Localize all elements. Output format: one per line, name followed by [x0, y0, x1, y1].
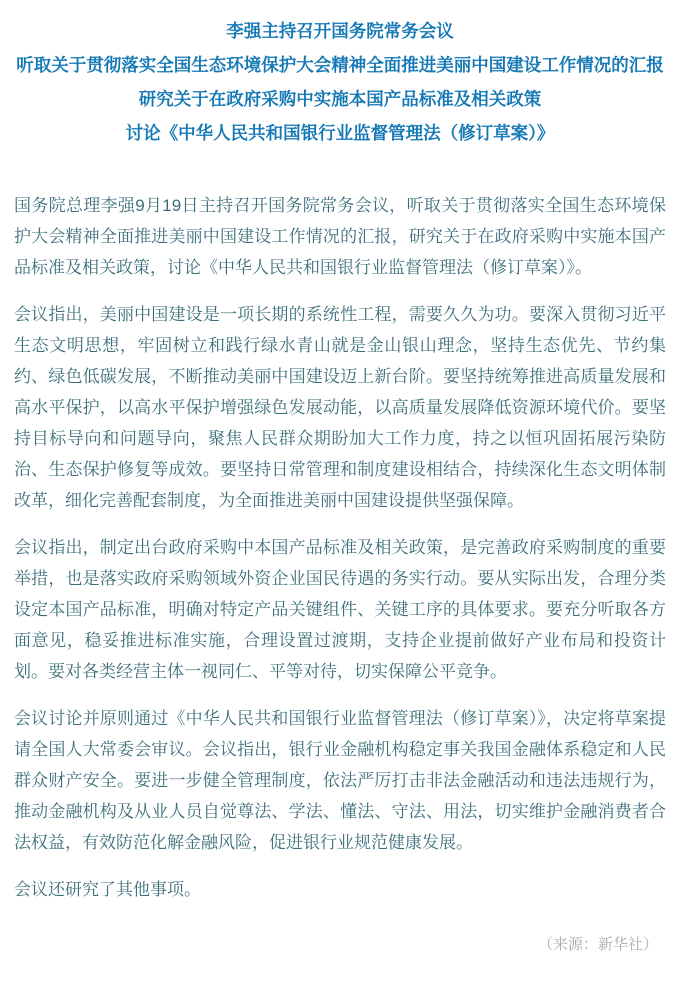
article-paragraph: 会议指出，制定出台政府采购中本国产品标准及相关政策，是完善政府采购制度的重要举措，也是落实政府采购领域外资企业国民待遇的务实行动。要从实际出发，合理分类设定本国产品标准，明确对特定产品关键组件、关键工序的具体要求。要充分听取各方面意见，稳妥推进标准实施，合理设置过渡期，支持企业提前做好产业布局和投资计划。要对各类经营主体一视同仁、平等对待，切实保障公平竞争。: [14, 538, 666, 681]
article-body: [14, 190, 666, 905]
source-attribution: （来源：新华社）: [537, 936, 658, 953]
article-paragraph: 会议讨论并原则通过《中华人民共和国银行业监督管理法（修订草案）》，决定将草案提请全国人大常委会审议。会议指出，银行业金融机构稳定事关我国金融体系稳定和人民群众财产安全。要进一步健全管理制度，依法严厉打击非法金融活动和违法违规行为，推动金融机构及从业人员自觉尊法、学法、懂法、守法、用法，切实维护金融消费者合法权益，有效防范化解金融风险，促进银行业规范健康发展。: [14, 709, 666, 852]
article-paragraph: 国务院总理李强9月19日主持召开国务院常务会议，听取关于贯彻落实全国生态环境保护大会精神全面推进美丽中国建设工作情况的汇报，研究关于在政府采购中实施本国产品标准及相关政策，讨论《中华人民共和国银行业监督管理法（修订草案）》。: [14, 196, 666, 277]
article-paragraph: 会议还研究了其他事项。: [14, 880, 201, 899]
article-paragraph: 会议指出，美丽中国建设是一项长期的系统性工程，需要久久为功。要深入贯彻习近平生态文明思想，牢固树立和践行绿水青山就是金山银山理念，坚持生态优先、节约集约、绿色低碳发展，不断推动美丽中国建设迈上新台阶。要坚持统筹推进高质量发展和高水平保护，以高水平保护增强绿色发展动能，以高质量发展降低资源环境代价。要坚持目标导向和问题导向，聚焦人民群众期盼加大工作力度，持之以恒巩固拓展污染防治、生态保护修复等成效。要坚持日常管理和制度建设相结合，持续深化生态文明体制改革，细化完善配套制度，为全面推进美丽中国建设提供坚强保障。: [14, 305, 666, 510]
article-title-line-4: 讨论《中华人民共和国银行业监督管理法（修订草案）》: [125, 123, 555, 143]
article-title-line-2: 听取关于贯彻落实全国生态环境保护大会精神全面推进美丽中国建设工作情况的汇报: [16, 55, 664, 75]
article-title: [14, 14, 666, 150]
article-title-line-3: 研究关于在政府采购中实施本国产品标准及相关政策: [138, 89, 542, 109]
article-title-line-1: 李强主持召开国务院常务会议: [226, 21, 454, 41]
